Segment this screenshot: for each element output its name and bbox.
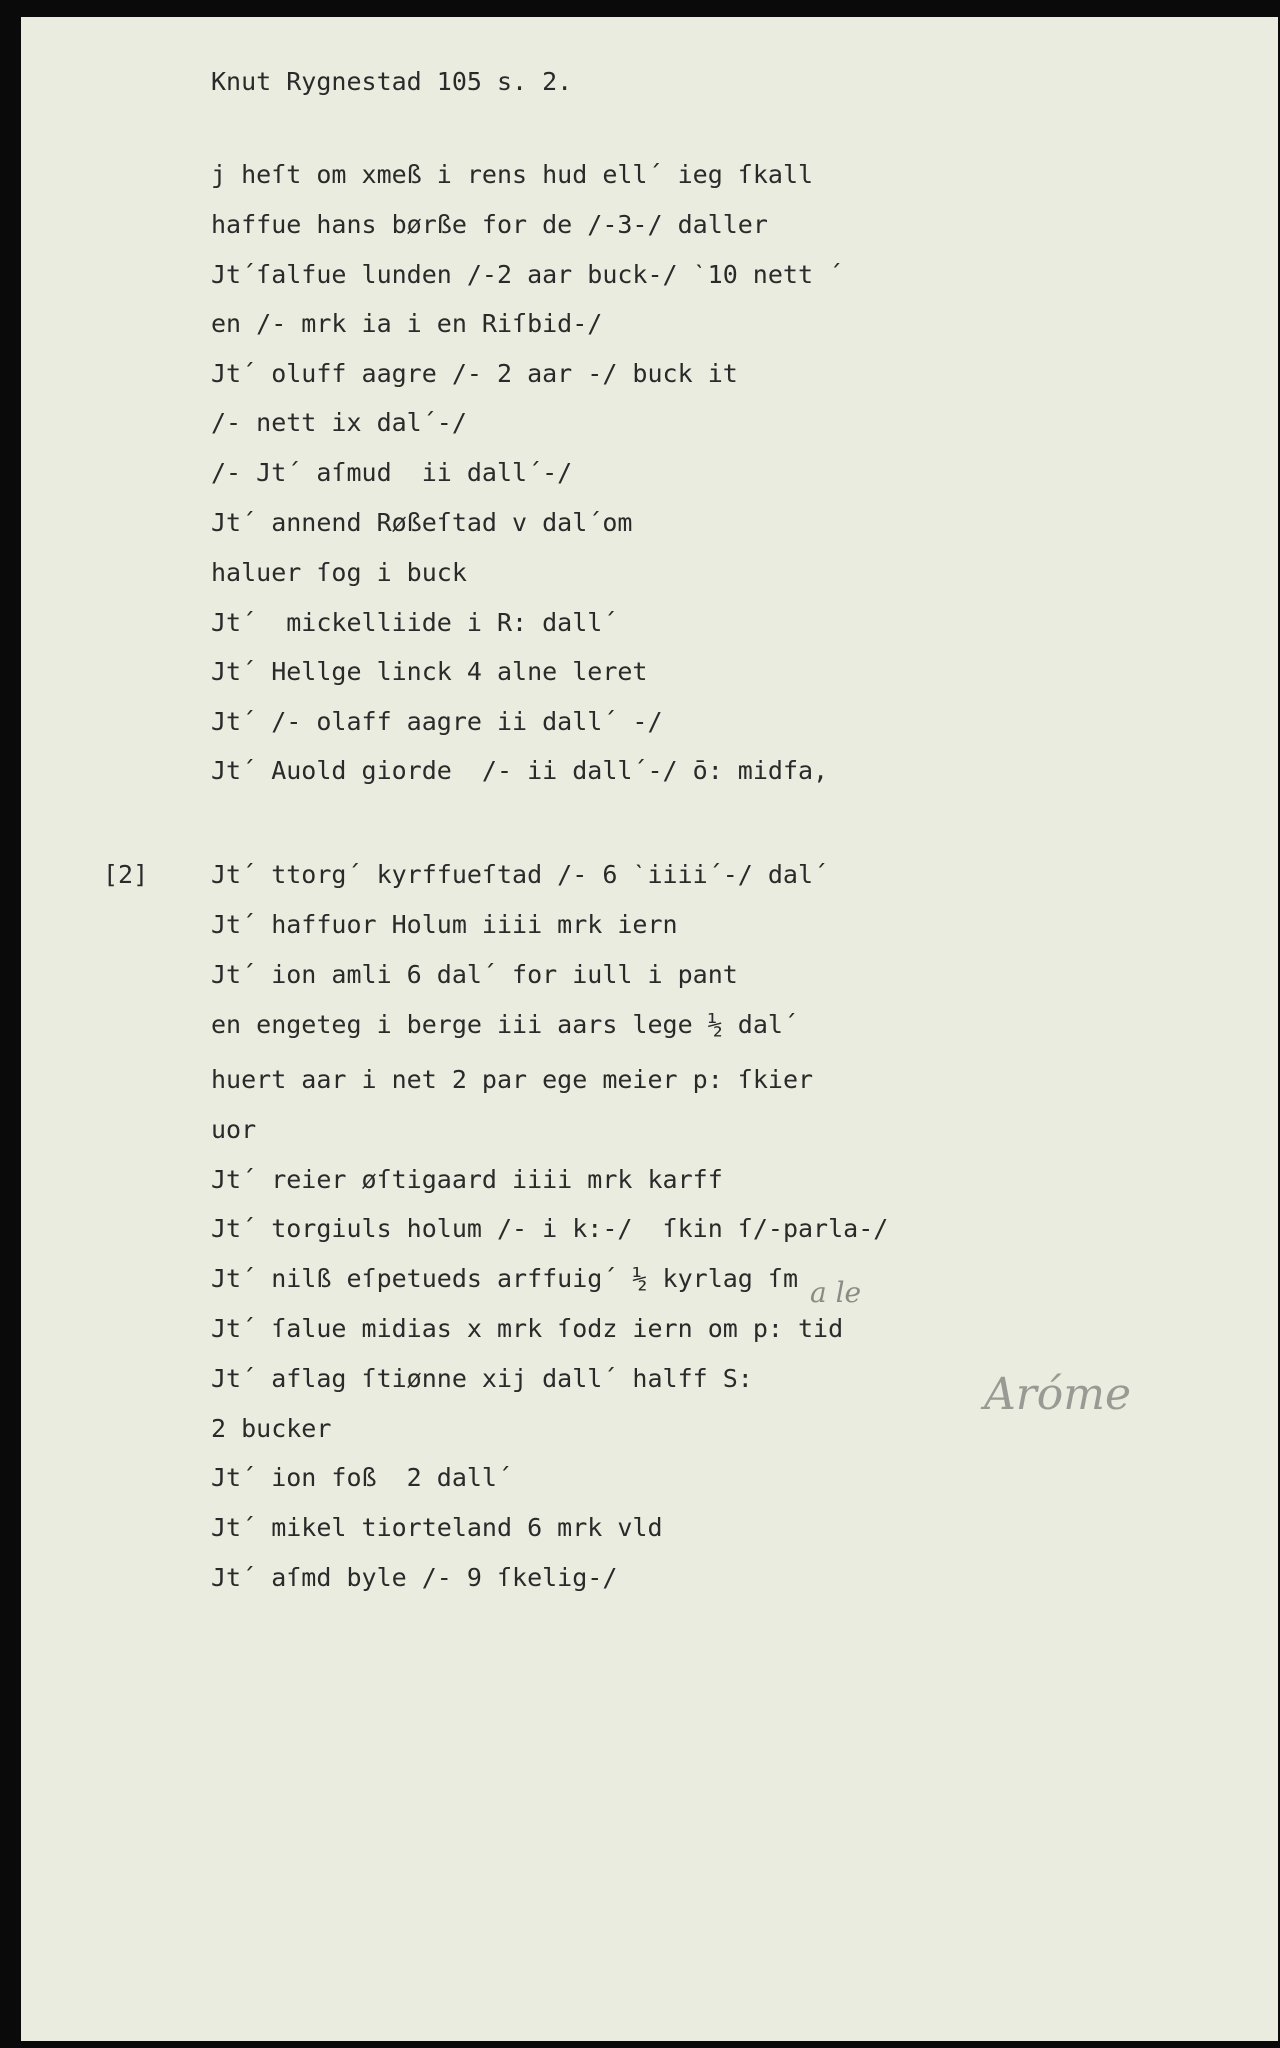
pencil-insertion (808, 1272, 918, 1312)
text-line: Jt´ haffuor Holum iiii mrk iern (211, 910, 678, 939)
text-line: en /- mrk ia i en Riſbid-/ (211, 309, 603, 338)
text-line: /- Jt´ aſmud ii dall´-/ (211, 458, 573, 487)
text-line: Jt´ Auold giorde /- ii dall´-/ ō: midfa, (211, 756, 829, 785)
text-line: Jt´ ion amli 6 dal´ for iull i pant (211, 960, 738, 989)
page-header: Knut Rygnestad 105 s. 2. (211, 67, 573, 96)
text-line: Jt´ſalfue lunden /-2 aar buck-/ ˋ10 nett ´ (211, 260, 844, 289)
text-line: /- nett ix dal´-/ (211, 408, 467, 437)
handwritten-note-text: Aróme (984, 1369, 1132, 1420)
text-line: en engeteg i berge iii aars lege ½ dal´ (211, 1010, 798, 1039)
text-line: 2 bucker (211, 1414, 332, 1443)
text-line: haluer ſog i buck (211, 558, 467, 587)
handwritten-note (976, 1347, 1176, 1437)
text-line: Jt´ mickelliide i R: dall´ (211, 608, 618, 637)
text-line: Jt´ mikel tiorteland 6 mrk vld (211, 1513, 663, 1542)
text-line: Jt´ torgiuls holum /- i k:-/ ſkin ſ/-parla-/ (211, 1214, 889, 1243)
text-line: haffue hans børße for de /-3-/ daller (211, 210, 768, 239)
text-line: uor (211, 1115, 257, 1144)
text-line: Jt´ ion foß 2 dall´ (211, 1463, 513, 1492)
text-line: huert aar i net 2 par ege meier p: ſkier (211, 1065, 814, 1094)
text-line: j heſt om xmeß i rens hud ell´ ieg ſkall (211, 160, 814, 189)
text-line: Jt´ oluff aagre /- 2 aar -/ buck it (211, 359, 738, 388)
text-line: Jt´ nilß eſpetueds arffuig´ ½ kyrlag ſm (211, 1264, 798, 1293)
document-page (21, 17, 1278, 2041)
margin-section-marker: [2] (103, 860, 149, 889)
text-line: Jt´ ſalue midias x mrk ſodz iern om p: tid (211, 1314, 844, 1343)
text-line: Jt´ aflag ſtiønne xij dall´ halff S: (211, 1364, 753, 1393)
text-line: Jt´ ttorg´ kyrffueſtad /- 6 ˋiiii´-/ dal´ (211, 860, 829, 889)
text-line: Jt´ aſmd byle /- 9 ſkelig-/ (211, 1563, 618, 1592)
text-line: Jt´ /- olaff aagre ii dall´ -/ (211, 707, 663, 736)
text-line: Jt´ annend Røßeſtad v dal´om (211, 508, 633, 537)
pencil-insertion-text: a le (810, 1276, 862, 1309)
text-line: Jt´ Hellge linck 4 alne leret (211, 657, 648, 686)
text-line: Jt´ reier øſtigaard iiii mrk karff (211, 1165, 723, 1194)
